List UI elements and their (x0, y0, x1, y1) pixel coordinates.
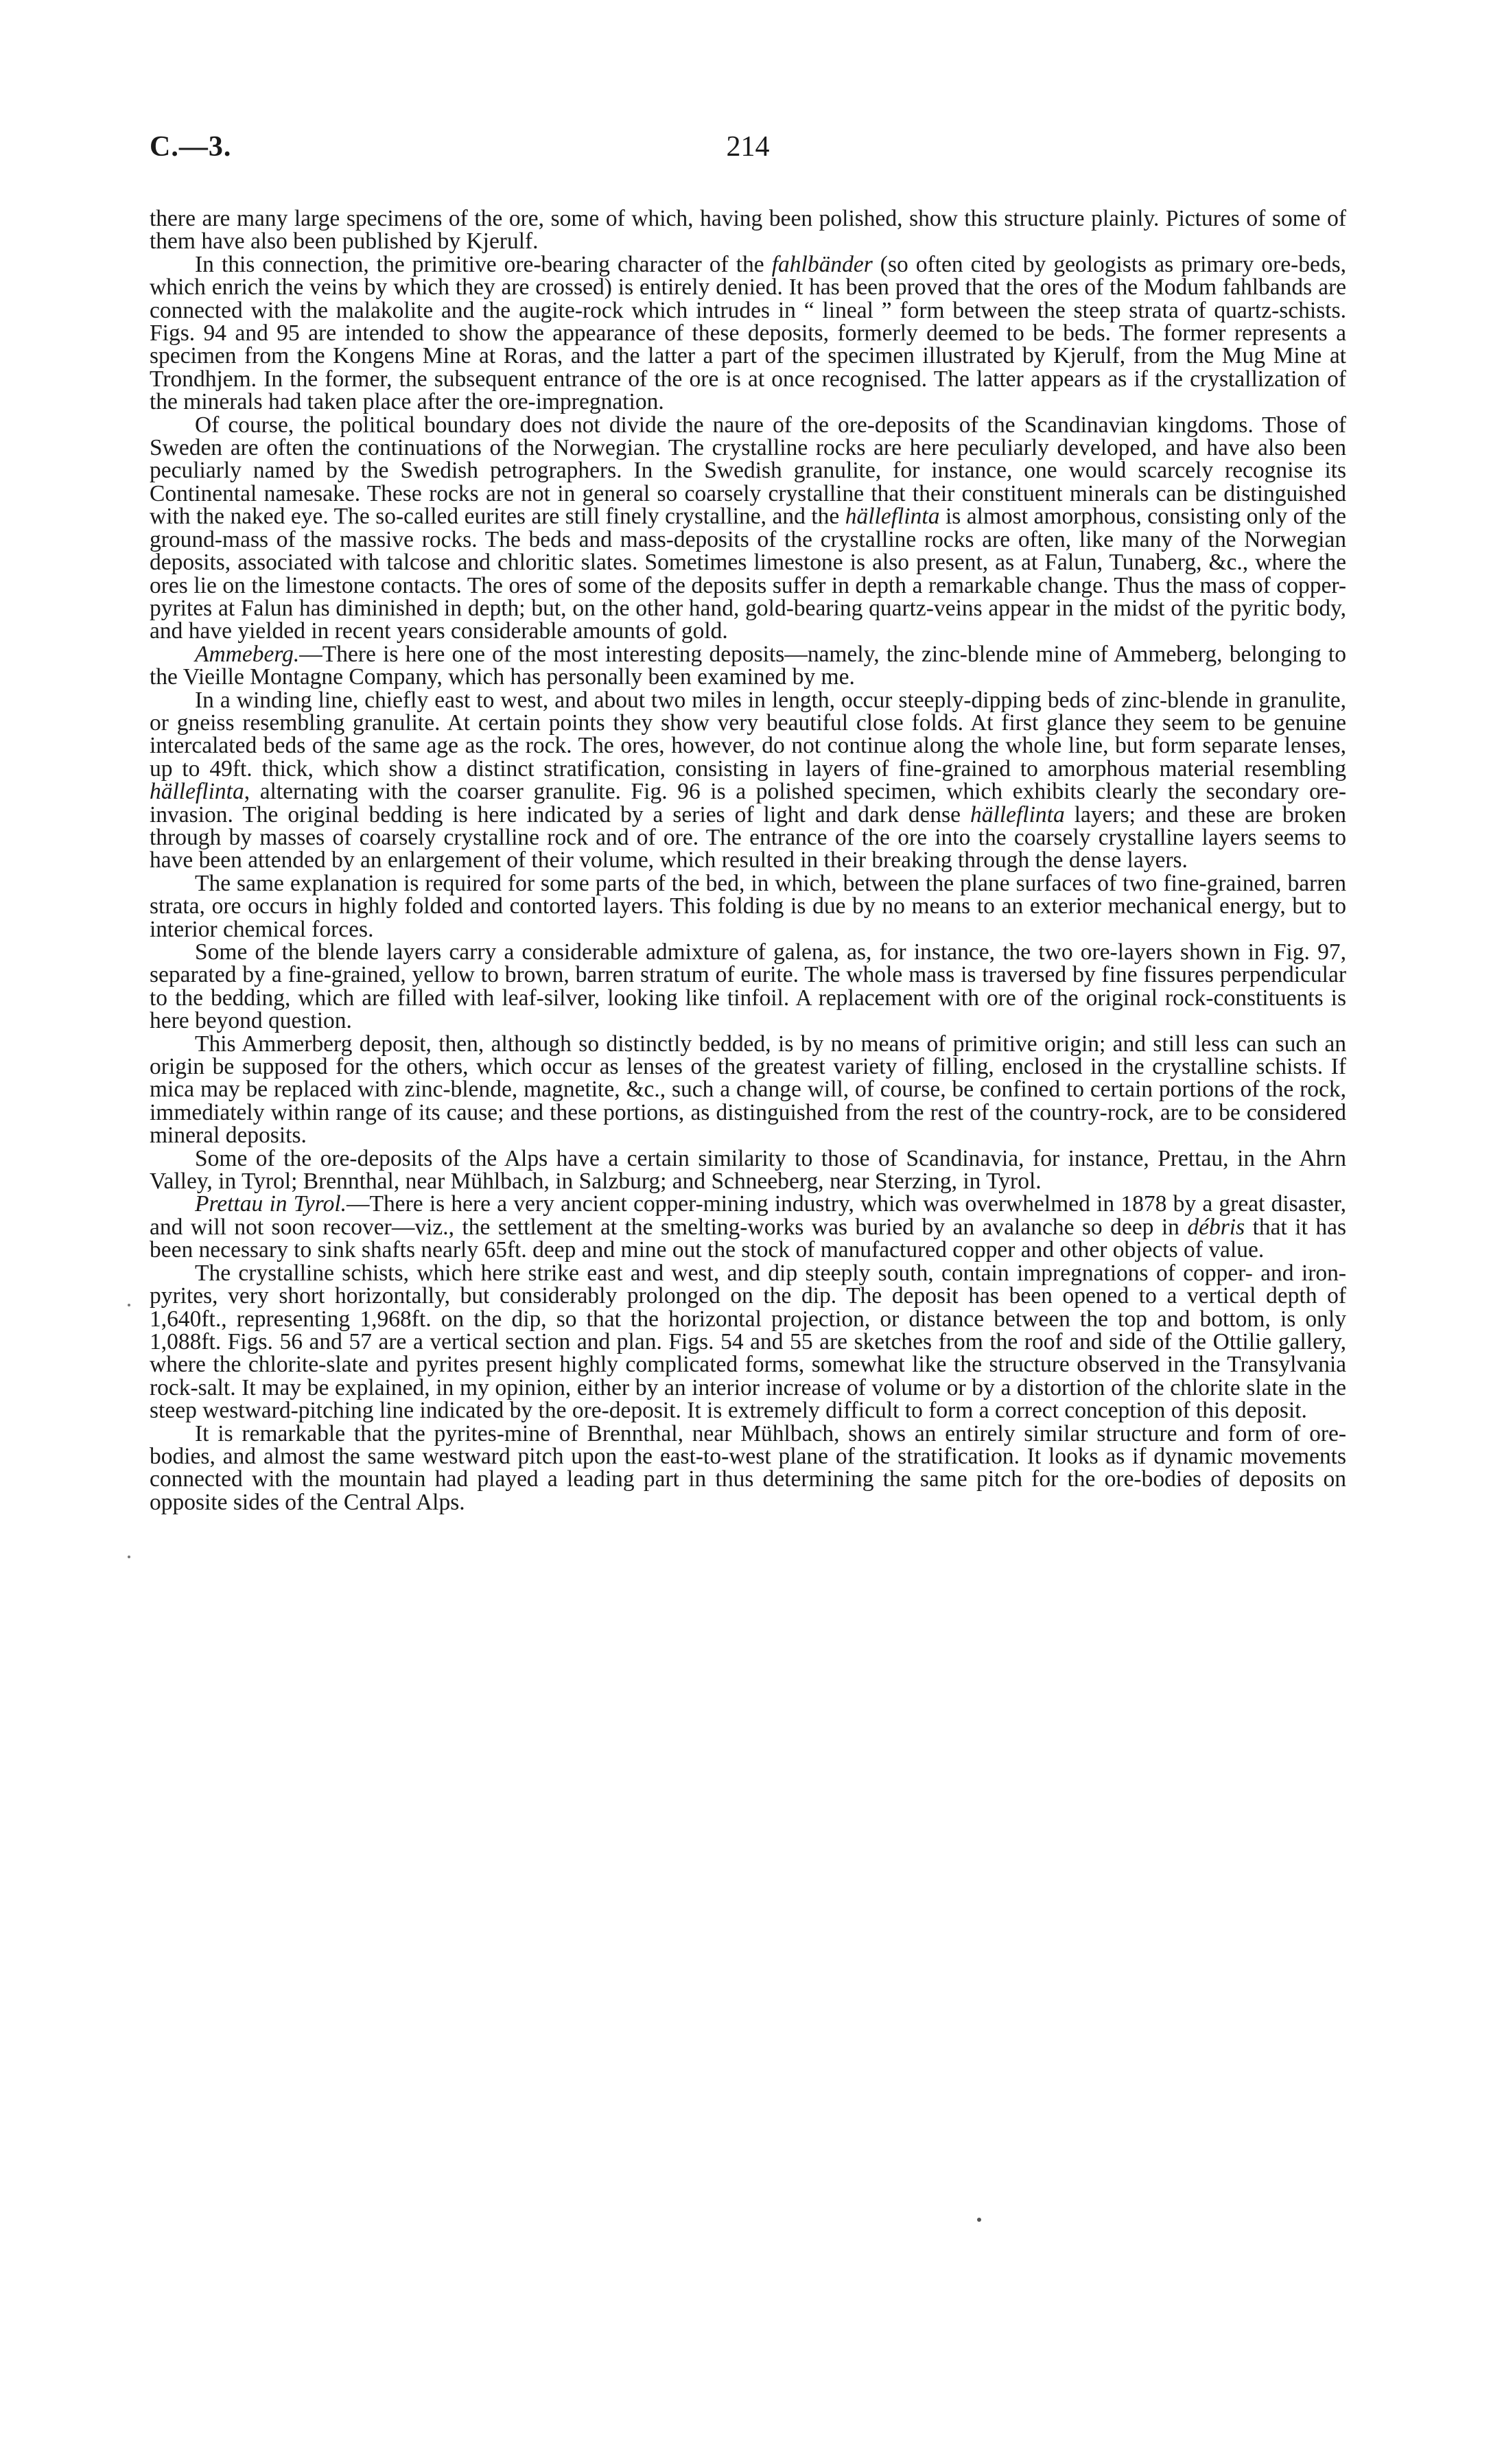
ink-dot (977, 2218, 981, 2222)
text-run: Some of the blende layers carry a considerable admixture of galena, as, for instance, the two ore-layers shown in Fig. 97, separated by a fine-grained, yellow to brown, barren stratum of eurite. The whole mass is traversed by fine fissures perpendicular to the bedding, which are filled with leaf-silver, looking like tinfoil. A replacement with ore of the original rock-constituents is here beyond question. (150, 939, 1346, 1034)
text-run: (so often cited by geologists as primary ore-beds, which enrich the veins by which they are crossed) is entirely denied. It has been proved that the ores of the Modum fahlbands are connected with the malakolite and the augite-rock which intrudes in “ lineal ” form between the steep strata of quartz-schists. Figs. 94 and 95 are intended to show the appearance of these deposits, formerly deemed to be beds. The former represents a specimen from the Kongens Mine at Roras, and the latter a part of the specimen illustrated by Kjerulf, from the Mug Mine at Trondhjem. In the former, the subsequent entrance of the ore is at once recognised. The latter appears as if the crystallization of the minerals had taken place after the ore-impregnation. (150, 251, 1346, 415)
text-run: Some of the ore-deposits of the Alps have a certain similarity to those of Scandinavia, for instance, Prettau, in the Ahrn Valley, in Tyrol; Brennthal, near Mühlbach, in Salzburg; and Schneeberg, near Sterzing, in Tyrol. (150, 1145, 1346, 1195)
text-run: —There is here a very ancient copper-mining industry, which was overwhelmed in 1878 by a great disaster, and will not soon recover—viz., the settlement at the smelting-works was buried by an avalanche so deep in (150, 1191, 1346, 1240)
text-run: —There is here one of the most interesting deposits—namely, the zinc-blende mine of Ammeberg, belonging to the Vieille Montagne Company, which has personally been examined by me. (150, 641, 1346, 690)
text-run: layers; and these are broken through by masses of coarsely crystalline rock and of ore. The entrance of the ore into the coarsely crystalline layers seems to have been attended by an enlargement of their volume, which resulted in their breaking through the dense layers. (150, 801, 1346, 873)
italic-text: hälleflinta (150, 779, 244, 805)
text-run: that it has been necessary to sink shafts nearly 65ft. deep and mine out the stock of manufactured copper and other objects of value. (150, 1214, 1346, 1263)
text-run: , alternating with the coarser granulite. Fig. 96 is a polished specimen, which exhibits clearly the secondary ore-invasion. The original bedding is here indicated by a series of light and dark dense (150, 779, 1346, 828)
paragraph (150, 207, 1346, 253)
page-number: 214 (726, 131, 770, 163)
text-run: The same explanation is required for some parts of the bed, in which, between the plane surfaces of two fine-grained, barren strata, ore occurs in highly folded and contorted layers. This folding is due by no means to an exterior mechanical energy, but to interior chemical forces. (150, 870, 1346, 942)
margin-speck (128, 1304, 130, 1306)
paragraph (150, 872, 1346, 941)
text-run: Of course, the political boundary does not divide the naure of the ore-deposits of the Scandinavian kingdoms. Those of Sweden are often the continuations of the Norwegian. The crystalline rocks are here peculiarly developed, and have also been peculiarly named by the Swedish petrographers. In the Swedish granulite, for instance, one would scarcely recognise its Continental namesake. These rocks are not in general so coarsely crystalline that their constituent minerals can be distinguished with the naked eye. The so-called eurites are still finely crystalline, and the (150, 412, 1346, 530)
italic-text: Ammeberg. (195, 641, 300, 667)
text-run: In a winding line, chiefly east to west, and about two miles in length, occur steeply-dipping beds of zinc-blende in granulite, or gneiss resembling granulite. At certain points they show very beautiful close folds. At first glance they seem to be genuine intercalated beds of the same age as the rock. The ores, however, do not continue along the whole line, but form separate lenses, up to 49ft. thick, which show a distinct stratification, consisting in layers of fine-grained to amorphous material resembling (150, 687, 1346, 782)
italic-text: hälleflinta (845, 504, 940, 530)
paragraph (150, 643, 1346, 689)
paragraph (150, 414, 1346, 643)
paragraph (150, 1033, 1346, 1147)
document-page (150, 130, 1346, 2408)
text-run: The crystalline schists, which here strike east and west, and dip steeply south, contain impregnations of copper- and iron-pyrites, very short horizontally, but considerably prolonged on the dip. The deposit has been opened to a vertical depth of 1,640ft., representing 1,968ft. on the dip, so that the horizontal projection, or distance between the top and bottom, is only 1,088ft. Figs. 56 and 57 are a vertical section and plan. Figs. 54 and 55 are sketches from the roof and side of the Ottilie gallery, where the chlorite-slate and pyrites present highly complicated forms, somewhat like the structure observed in the Transylvania rock-salt. It may be explained, in my opinion, either by an interior increase of volume or by a distortion of the chlorite slate in the steep westward-pitching line indicated by the ore-deposit. It is extremely difficult to form a correct conception of this deposit. (150, 1260, 1346, 1424)
paragraph (150, 941, 1346, 1033)
paragraph (150, 253, 1346, 414)
italic-text: débris (1187, 1214, 1245, 1240)
paragraph (150, 1193, 1346, 1261)
paragraph (150, 1147, 1346, 1193)
text-run: In this connection, the primitive ore-bearing character of the (195, 251, 772, 277)
paragraph (150, 1422, 1346, 1514)
italic-text: Prettau in Tyrol. (195, 1191, 347, 1217)
margin-speck (128, 1556, 130, 1558)
text-run: is almost amorphous, consisting only of the ground-mass of the massive rocks. The beds and mass-deposits of the crystalline rocks are often, like many of the Norwegian deposits, associated with talcose and chloritic slates. Sometimes limestone is also present, as at Falun, Tunaberg, &c., where the ores lie on the limestone contacts. The ores of some of the deposits suffer in depth a remarkable change. Thus the mass of copper-pyrites at Falun has diminished in depth; but, on the other hand, gold-bearing quartz-veins appear in the midst of the pyritic body, and have yielded in recent years considerable amounts of gold. (150, 504, 1346, 644)
body-text (150, 207, 1346, 1514)
paragraph (150, 689, 1346, 872)
document-code: C.—3. (150, 131, 232, 163)
text-run: It is remarkable that the pyrites-mine of Brennthal, near Mühlbach, shows an entirely similar structure and form of ore-bodies, and almost the same westward pitch upon the east-to-west plane of the stratification. It looks as if dynamic movements connected with the mountain had played a leading part in thus determining the same pitch for the ore-bodies of deposits on opposite sides of the Central Alps. (150, 1420, 1346, 1515)
italic-text: hälleflinta (970, 801, 1065, 828)
page-header (150, 130, 1346, 178)
text-run: there are many large specimens of the ore, some of which, having been polished, show this structure plainly. Pictures of some of them have also been published by Kjerulf. (150, 206, 1346, 255)
paragraph (150, 1262, 1346, 1422)
italic-text: fahlbänder (771, 251, 873, 277)
text-run: This Ammerberg deposit, then, although so distinctly bedded, is by no means of primitive origin; and still less can such an origin be supposed for the others, which occur as lenses of the greatest variety of filling, enclosed in the crystalline schists. If mica may be replaced with zinc-blende, magnetite, &c., such a change will, of course, be confined to certain portions of the rock, immediately within range of its cause; and these portions, as distinguished from the rest of the country-rock, are to be considered mineral deposits. (150, 1031, 1346, 1149)
